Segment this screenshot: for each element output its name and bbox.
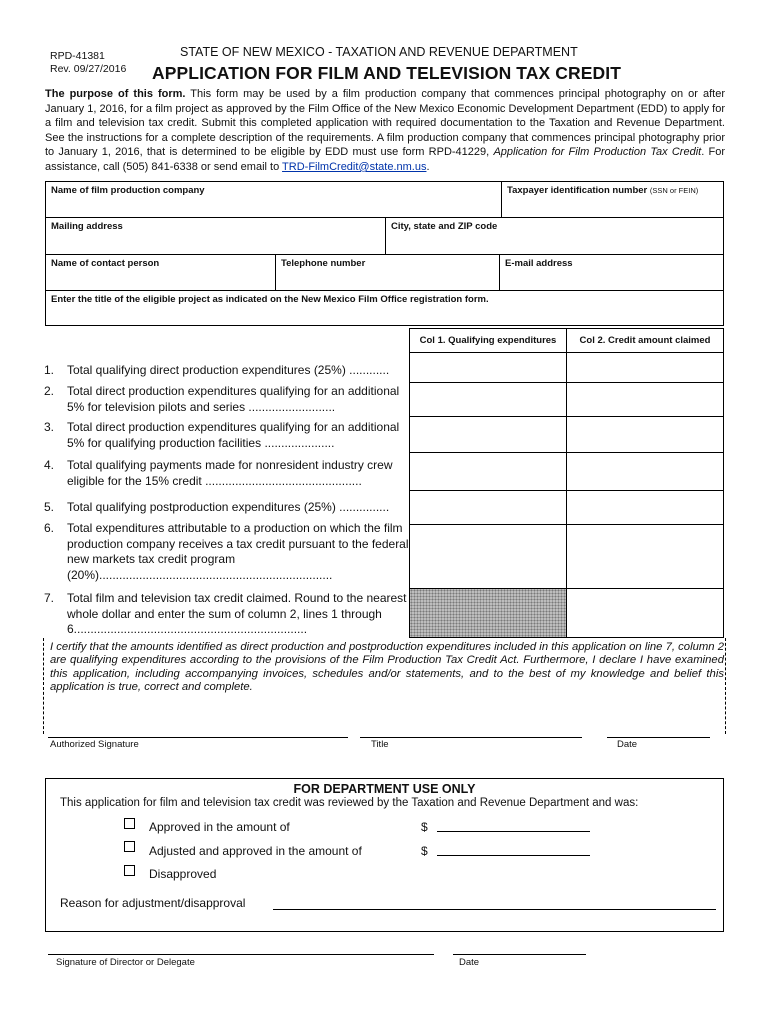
- title-line[interactable]: [360, 737, 582, 738]
- mailing-address-label: Mailing address: [51, 221, 123, 232]
- adjusted-amount-line[interactable]: [437, 855, 590, 856]
- department-name: STATE OF NEW MEXICO - TAXATION AND REVENUE DEPARTMENT: [180, 45, 578, 59]
- email-field[interactable]: [499, 254, 724, 291]
- line5-col2-input[interactable]: [566, 490, 724, 525]
- taxpayer-id-note: (SSN or FEIN): [649, 186, 699, 195]
- line-text: Total direct production expenditures qualifying for an additional 5% for qualifying production facilities .....................: [67, 420, 400, 450]
- mailing-address-field[interactable]: [45, 217, 386, 255]
- company-name-field[interactable]: [45, 181, 502, 218]
- line-number: 4.: [44, 458, 55, 472]
- line3-col2-input[interactable]: [566, 416, 724, 453]
- reason-label: Reason for adjustment/disapproval: [60, 896, 246, 910]
- line5-col1-input[interactable]: [409, 490, 567, 525]
- line-item-5: [44, 500, 409, 516]
- form-number: RPD-41381: [50, 50, 105, 62]
- telephone-label: Telephone number: [281, 258, 366, 269]
- line-number: 3.: [44, 420, 55, 434]
- purpose-text-2: . For assistance, call (505) 841-6338 or send email to: [45, 146, 725, 173]
- director-date-label: Date: [459, 957, 480, 968]
- date-line[interactable]: [607, 737, 710, 738]
- taxpayer-id-label-text: Taxpayer identification number: [507, 185, 648, 196]
- project-title-label: Enter the title of the eligible project as indicated on the New Mexico Film Office registration form.: [51, 294, 489, 305]
- contact-name-label: Name of contact person: [51, 258, 160, 269]
- line2-col1-input[interactable]: [409, 382, 567, 417]
- line-item-4: [44, 458, 409, 489]
- approved-checkbox[interactable]: [124, 818, 135, 829]
- line3-col1-input[interactable]: [409, 416, 567, 453]
- line-number: 5.: [44, 500, 55, 514]
- disapproved-label: Disapproved: [149, 867, 217, 881]
- director-signature-line[interactable]: [48, 954, 434, 955]
- line-item-7: [44, 591, 409, 638]
- line-text: Total qualifying direct production expenditures (25%) ............: [67, 363, 390, 377]
- line7-col1-shaded: [409, 588, 567, 638]
- adjusted-checkbox[interactable]: [124, 841, 135, 852]
- purpose-paragraph: [45, 87, 725, 175]
- line-number: 6.: [44, 521, 55, 535]
- certification-text: I certify that the amounts identified as direct production and postproduction expenditures included in this application on line 7, column 2 are qualifying expenditures according to the provisions of the Film Production Tax Credit Act. Furthermore, I declare I have examined this application, including accompanying invoices, schedules and/or statements, and to the best of my knowledge and belief this application is true, correct and complete.: [50, 641, 724, 694]
- telephone-field[interactable]: [275, 254, 500, 291]
- line1-col1-input[interactable]: [409, 352, 567, 383]
- form-number-block: [50, 50, 126, 76]
- adjusted-label: Adjusted and approved in the amount of: [149, 844, 362, 858]
- contact-name-field[interactable]: [45, 254, 276, 291]
- line-item-2: [44, 384, 409, 415]
- line-text: Total qualifying payments made for nonresident industry crew eligible for the 15% credit ...............................................: [67, 458, 393, 488]
- line-text: Total direct production expenditures qualifying for an additional 5% for television pilots and series ..........................: [67, 384, 400, 414]
- page-title: APPLICATION FOR FILM AND TELEVISION TAX CREDIT: [152, 63, 621, 83]
- line-item-6: [44, 521, 409, 583]
- adjusted-currency: $: [421, 844, 428, 858]
- disapproved-checkbox[interactable]: [124, 865, 135, 876]
- approved-currency: $: [421, 820, 428, 834]
- line-number: 1.: [44, 363, 55, 377]
- col2-header: Col 2. Credit amount claimed: [566, 328, 724, 353]
- col1-header: Col 1. Qualifying expenditures: [409, 328, 567, 353]
- reason-line[interactable]: [273, 909, 716, 910]
- line7-col2-input[interactable]: [566, 588, 724, 638]
- date-label: Date: [617, 739, 638, 750]
- form-revision: Rev. 09/27/2016: [50, 63, 127, 75]
- purpose-lead: The purpose of this form.: [45, 88, 186, 100]
- line2-col2-input[interactable]: [566, 382, 724, 417]
- line4-col2-input[interactable]: [566, 452, 724, 491]
- line-item-1: [44, 363, 409, 379]
- city-state-zip-field[interactable]: [385, 217, 724, 255]
- approved-amount-line[interactable]: [437, 831, 590, 832]
- line-text: Total expenditures attributable to a production on which the film production company receives a tax credit pursuant to the federal new markets tax credit program (20%)......................................................................: [67, 521, 409, 582]
- email-label: E-mail address: [505, 258, 573, 269]
- purpose-text-1: This form may be used by a film production company that commences principal photography on or after January 1, 2016, for a film project as approved by the Film Office of the New Mexico Economic Development Department (EDD) to apply for a film and television tax credit. Submit this completed application with required documentation to the Taxation and Revenue Department. See the instructions for a complete description of the requirements. A film production company that commences principal photography prior to January 1, 2016, that is determined to be eligible by EDD must use form RPD-41229,: [45, 88, 725, 159]
- approved-label: Approved in the amount of: [149, 820, 290, 834]
- line-number: 2.: [44, 384, 55, 398]
- title-label: Title: [371, 739, 389, 750]
- line4-col1-input[interactable]: [409, 452, 567, 491]
- taxpayer-id-field[interactable]: [501, 181, 724, 218]
- taxpayer-id-label: [507, 185, 698, 196]
- purpose-form-title: Application for Film Production Tax Credit: [493, 146, 702, 159]
- line-number: 7.: [44, 591, 55, 605]
- authorized-signature-line[interactable]: [48, 737, 348, 738]
- line6-col2-input[interactable]: [566, 524, 724, 589]
- company-name-label: Name of film production company: [51, 185, 205, 196]
- project-title-field[interactable]: [45, 290, 724, 326]
- email-link[interactable]: TRD-FilmCredit@state.nm.us: [282, 160, 427, 173]
- department-use-heading: FOR DEPARTMENT USE ONLY: [293, 782, 476, 796]
- line-item-3: [44, 420, 409, 451]
- department-use-intro: This application for film and television tax credit was reviewed by the Taxation and Revenue Department and was:: [60, 797, 639, 809]
- director-signature-label: Signature of Director or Delegate: [56, 957, 195, 968]
- city-state-zip-label: City, state and ZIP code: [391, 221, 498, 232]
- director-date-line[interactable]: [453, 954, 586, 955]
- line-text: Total qualifying postproduction expenditures (25%) ...............: [67, 500, 390, 514]
- purpose-text-3: .: [426, 160, 430, 173]
- line-text: Total film and television tax credit claimed. Round to the nearest whole dollar and enter the sum of column 2, lines 1 through 6......................................................................: [67, 591, 407, 636]
- authorized-signature-label: Authorized Signature: [50, 739, 139, 750]
- line6-col1-input[interactable]: [409, 524, 567, 589]
- line1-col2-input[interactable]: [566, 352, 724, 383]
